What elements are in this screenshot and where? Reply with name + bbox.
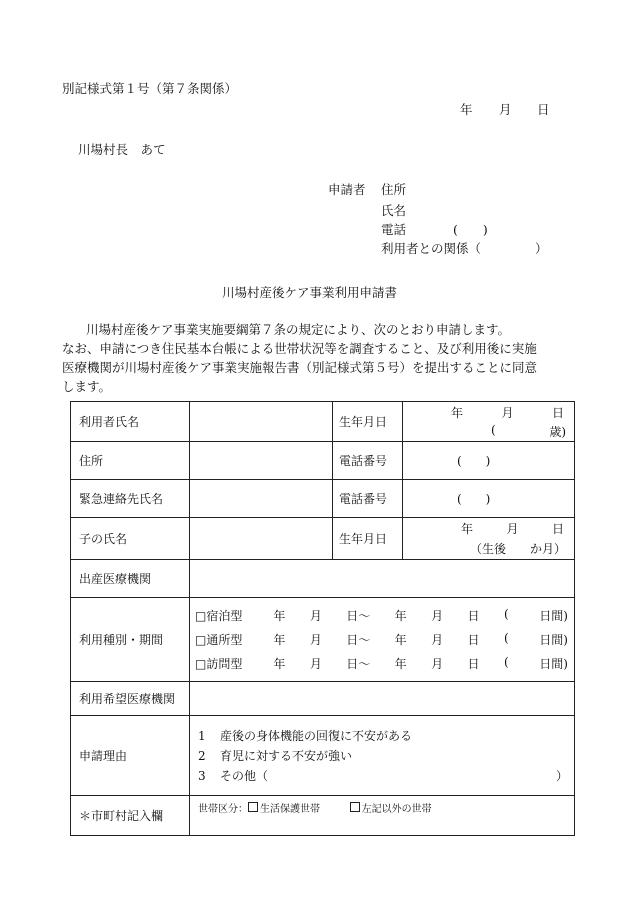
- emergency-phone-field[interactable]: [403, 480, 575, 518]
- days-open: (: [503, 631, 509, 645]
- paragraph-line-3: 医療機関が川場村産後ケア事業実施報告書（別記様式第５号）を提出することに同意: [62, 360, 538, 375]
- user-age-close: 歳): [549, 424, 566, 439]
- document-title: 川場村産後ケア事業利用申請書: [222, 285, 398, 300]
- period-to-month: 月: [431, 633, 444, 647]
- form-id: 別記様式第１号（第７条関係）: [62, 81, 238, 96]
- reason-num-3: 3: [198, 769, 206, 783]
- child-birthdate-field[interactable]: [403, 518, 575, 560]
- address-phone-parens: ( ): [457, 454, 491, 468]
- applicant-label: 申請者: [328, 182, 366, 197]
- addressee: 川場村長 あて: [78, 142, 166, 157]
- usage-option-daycare[interactable]: □通所型: [195, 633, 243, 647]
- address-field[interactable]: [190, 442, 333, 480]
- household-option-welfare: 生活保護世帯: [260, 804, 320, 815]
- municipal-label: ＊市町村記入欄: [71, 796, 190, 836]
- reason-text-2: 育児に対する不安が強い: [220, 749, 353, 763]
- usage-option-row[interactable]: [195, 604, 568, 628]
- reason-text-3: その他（: [220, 769, 269, 783]
- applicant-relation-label: 利用者との関係（: [381, 241, 482, 256]
- reason-text-1: 産後の身体機能の回復に不安がある: [220, 729, 413, 743]
- row-reason: [71, 716, 575, 796]
- usage-type-label: 利用種別・期間: [71, 598, 190, 682]
- emergency-contact-label: 緊急連絡先氏名: [71, 480, 190, 518]
- period-from-day: 日～: [346, 633, 371, 647]
- applicant-phone-label: 電話: [381, 222, 407, 237]
- date-day: 日: [537, 102, 550, 117]
- row-usage: [71, 598, 575, 682]
- user-age-open: (: [491, 422, 496, 437]
- usage-option-row[interactable]: [195, 628, 568, 652]
- applicant-phone-parens: ( ): [453, 222, 488, 237]
- date-month: 月: [499, 102, 512, 117]
- days-close: 日間): [539, 609, 568, 623]
- applicant-relation-close: ）: [535, 241, 548, 256]
- address-phone-label: 電話番号: [333, 442, 403, 480]
- days-close: 日間): [539, 657, 568, 671]
- user-birthdate-field[interactable]: [403, 402, 575, 442]
- checkbox-icon[interactable]: [248, 802, 258, 812]
- child-birth-day: 日: [551, 522, 564, 536]
- household-label: 世帯区分：: [198, 804, 248, 815]
- user-name-label: 利用者氏名: [71, 402, 190, 442]
- application-form-table: [70, 401, 575, 836]
- paragraph-line-1: 川場村産後ケア事業実施要綱第７条の規定により、次のとおり申請します。: [86, 322, 511, 337]
- period-to-day: 日: [467, 657, 480, 671]
- date-year: 年: [460, 102, 473, 117]
- user-birth-month: 月: [501, 405, 514, 420]
- period-to-year: 年: [394, 633, 407, 647]
- period-from-year: 年: [273, 609, 286, 623]
- reason-num-1: 1: [198, 728, 206, 743]
- reason-field: [190, 716, 575, 796]
- child-birthdate-label: 生年月日: [333, 518, 403, 560]
- checkbox-icon[interactable]: [350, 802, 360, 812]
- child-birth-month: 月: [506, 522, 519, 536]
- period-from-day: 日～: [346, 609, 371, 623]
- user-birth-year: 年: [451, 405, 464, 420]
- emergency-phone-parens: ( ): [457, 492, 491, 506]
- emergency-phone-label: 電話番号: [333, 480, 403, 518]
- row-user: [71, 402, 575, 442]
- period-from-month: 月: [309, 633, 322, 647]
- usage-option-row[interactable]: [195, 652, 568, 676]
- days-open: (: [503, 655, 509, 669]
- row-child: [71, 518, 575, 560]
- period-from-year: 年: [273, 633, 286, 647]
- period-from-month: 月: [309, 657, 322, 671]
- row-municipal: [71, 796, 575, 836]
- reason-close: ）: [555, 769, 568, 783]
- period-to-year: 年: [394, 609, 407, 623]
- paragraph-line-2: なお、申請につき住民基本台帳による世帯状況等を調査すること、及び利用後に実施: [62, 341, 537, 356]
- row-preferred-facility: [71, 682, 575, 716]
- emergency-contact-field[interactable]: [190, 480, 333, 518]
- applicant-address-label: 住所: [381, 182, 407, 197]
- child-name-field[interactable]: [190, 518, 333, 560]
- period-to-year: 年: [394, 657, 407, 671]
- usage-type-field: [190, 598, 575, 682]
- usage-option-visit[interactable]: □訪問型: [195, 657, 243, 671]
- period-from-year: 年: [273, 657, 286, 671]
- reason-num-2: 2: [198, 748, 206, 763]
- address-phone-field[interactable]: [403, 442, 575, 480]
- reason-option-3[interactable]: [198, 766, 568, 786]
- days-open: (: [503, 607, 509, 621]
- period-to-day: 日: [467, 609, 480, 623]
- birth-facility-field[interactable]: [190, 560, 575, 598]
- applicant-name-label: 氏名: [381, 203, 407, 218]
- row-address: [71, 442, 575, 480]
- preferred-facility-field[interactable]: [190, 682, 575, 716]
- birth-facility-label: 出産医療機関: [71, 560, 190, 598]
- days-close: 日間): [539, 633, 568, 647]
- period-to-day: 日: [467, 633, 480, 647]
- user-name-field[interactable]: [190, 402, 333, 442]
- preferred-facility-label: 利用希望医療機関: [71, 682, 190, 716]
- reason-option-1[interactable]: [198, 726, 568, 746]
- reason-label: 申請理由: [71, 716, 190, 796]
- user-birth-day: 日: [551, 405, 564, 420]
- period-from-day: 日～: [346, 657, 371, 671]
- address-label: 住所: [71, 442, 190, 480]
- municipal-field: [190, 796, 575, 836]
- child-age: （生後 か月）: [469, 542, 566, 556]
- row-birth-facility: [71, 560, 575, 598]
- household-option-other: 左記以外の世帯: [361, 804, 432, 815]
- row-emergency: [71, 480, 575, 518]
- child-name-label: 子の氏名: [71, 518, 190, 560]
- period-to-month: 月: [431, 609, 444, 623]
- user-birthdate-label: 生年月日: [333, 402, 403, 442]
- reason-option-2[interactable]: [198, 746, 568, 766]
- usage-option-overnight[interactable]: □宿泊型: [195, 609, 243, 623]
- period-to-month: 月: [431, 657, 444, 671]
- period-from-month: 月: [309, 609, 322, 623]
- child-birth-year: 年: [461, 522, 474, 536]
- paragraph-line-4: します。: [62, 379, 112, 394]
